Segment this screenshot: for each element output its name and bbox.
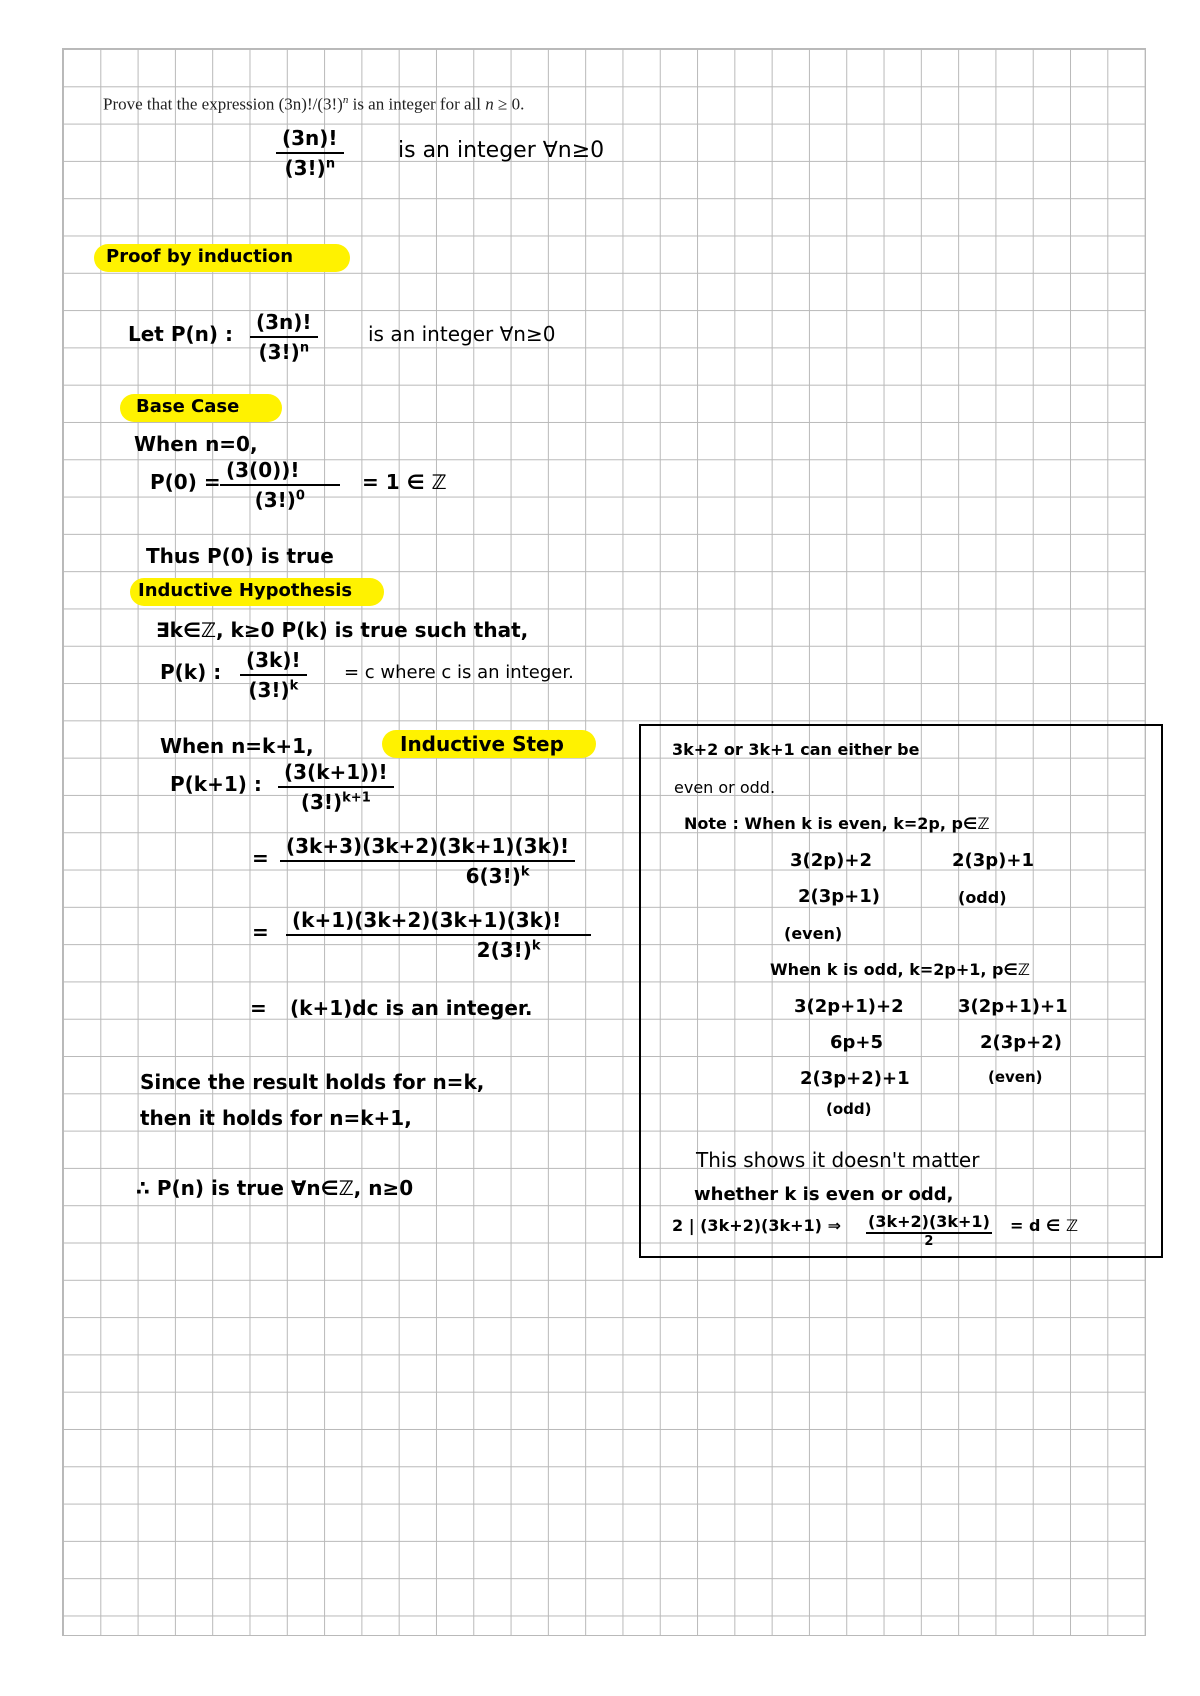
side-note-l4: When k is odd, k=2p+1, p∈ℤ — [770, 960, 1030, 979]
odd-expr-3b: (even) — [988, 1068, 1043, 1086]
restatement-text: is an integer ∀n≥0 — [398, 138, 605, 163]
even-expr-3a: (even) — [784, 924, 843, 943]
hypothesis-heading: Inductive Hypothesis — [138, 580, 353, 601]
odd-expr-2a: 6p+5 — [830, 1032, 884, 1053]
odd-expr-2b: 2(3p+2) — [980, 1032, 1062, 1053]
eq-sign-1: = — [252, 846, 269, 870]
restatement-fraction: $\frac{(3n)!}{(3!)^n}$ — [276, 126, 344, 180]
side-note-l3: Note : When k is even, k=2p, p∈ℤ — [684, 814, 990, 833]
base-case-lhs: P(0) = — [150, 470, 221, 494]
conclusion-line2: then it holds for n=k+1, — [140, 1106, 412, 1130]
base-case-when: When n=0, — [134, 432, 258, 456]
eq-sign-3: = — [250, 996, 267, 1020]
step-fraction-2: $\frac{(3k+3)(3k+2)(3k+1)(3k)!}{6(3!)^k}$ — [280, 834, 575, 888]
odd-expr-1a: 3(2p+1)+2 — [794, 996, 904, 1017]
side-note-fraction: (3k+2)(3k+1) 2 — [868, 1212, 990, 1249]
hypothesis-rhs: = c where c is an integer. — [344, 662, 574, 683]
step-result: (k+1)dc is an integer. — [290, 996, 533, 1020]
hypothesis-lhs: P(k) : — [160, 660, 222, 684]
odd-expr-3a: 2(3p+2)+1 — [800, 1068, 910, 1089]
even-expr-2b: (odd) — [958, 888, 1007, 907]
hypothesis-fraction: $\frac{(3k)!}{(3!)^k}$ — [240, 648, 307, 702]
even-expr-2a: 2(3p+1) — [798, 886, 880, 907]
side-note-l7b: = d ∈ ℤ — [1010, 1216, 1078, 1235]
conclusion-line1: Since the result holds for n=k, — [140, 1070, 485, 1094]
side-note-l7a: 2 | (3k+2)(3k+1) ⇒ — [672, 1216, 841, 1235]
even-expr-1b: 2(3p)+1 — [952, 850, 1034, 871]
step-when: When n=k+1, — [160, 734, 314, 758]
base-case-rhs: = 1 ∈ ℤ — [362, 470, 447, 494]
hypothesis-line1: ∃k∈ℤ, k≥0 P(k) is true such that, — [156, 618, 529, 642]
odd-expr-1b: 3(2p+1)+1 — [958, 996, 1068, 1017]
side-note-l1: 3k+2 or 3k+1 can either be — [672, 740, 920, 759]
step-heading: Inductive Step — [400, 732, 564, 756]
even-expr-1a: 3(2p)+2 — [790, 850, 872, 871]
side-note-l2: even or odd. — [674, 778, 776, 797]
side-note-l5: This shows it doesn't matter — [696, 1148, 980, 1172]
base-case-heading: Base Case — [136, 396, 240, 417]
step-fraction-3: $\frac{(k+1)(3k+2)(3k+1)(3k)!}{2(3!)^k}$ — [286, 908, 591, 962]
side-note-box — [639, 724, 1163, 1258]
step-fraction-1: $\frac{(3(k+1))!}{(3!)^{k+1}}$ — [278, 760, 394, 814]
conclusion-line3: ∴ P(n) is true ∀n∈ℤ, n≥0 — [136, 1176, 414, 1200]
odd-expr-4a: (odd) — [826, 1100, 872, 1118]
let-text: is an integer ∀n≥0 — [368, 322, 556, 346]
let-fraction: $\frac{(3n)!}{(3!)^n}$ — [250, 310, 318, 364]
problem-statement: Prove that the expression $(3n)!/(3!)^n$ is an integer for all n ≥ 0. — [103, 94, 525, 114]
base-case-conclusion: Thus P(0) is true — [146, 544, 334, 568]
let-prefix: Let P(n) : — [128, 322, 233, 346]
step-lhs: P(k+1) : — [170, 772, 262, 796]
side-note-l6: whether k is even or odd, — [694, 1184, 954, 1205]
eq-sign-2: = — [252, 920, 269, 944]
proof-heading: Proof by induction — [106, 246, 294, 267]
base-case-fraction: $\frac{(3(0))!}{(3!)^0}$ — [220, 458, 340, 512]
